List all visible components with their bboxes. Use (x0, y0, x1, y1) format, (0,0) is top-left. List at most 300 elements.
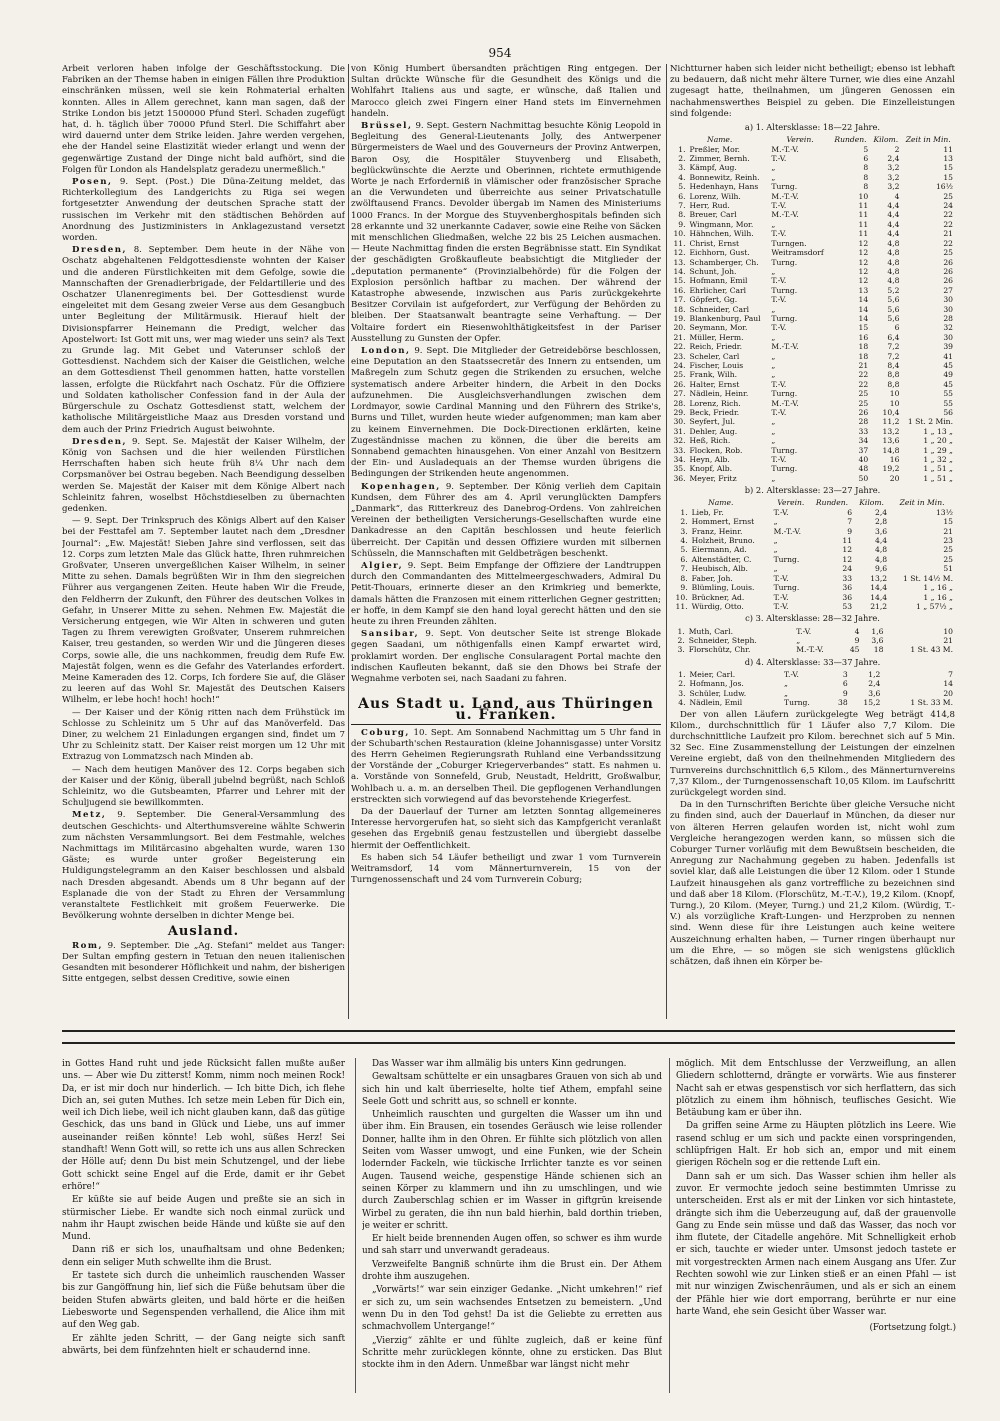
table-cell: 9 (854, 635, 860, 645)
table-cell: 4. (678, 698, 686, 708)
table-row (670, 239, 955, 248)
table-row (670, 627, 955, 636)
table-cell: „ (771, 163, 776, 173)
feuilleton-divider (62, 1042, 955, 1044)
table-cell: 10. (673, 229, 686, 239)
table-cell: 1 St. 14½ M. (903, 573, 953, 583)
table-row (670, 163, 955, 172)
table-cell: T.-V. (771, 229, 787, 239)
table-cell: 53 (842, 601, 853, 611)
table-cell: 12 (842, 545, 853, 555)
table-cell: 26 (943, 266, 953, 276)
article-muenchen: Da in den Turnschriften Berichte über gleiche Versuche nicht zu finden sind, auch der Dauerlauf in München, da dieser nur von älteren Herren gelaufen worden ist, nicht wohl zum Vergleiche herangezogen werden kann, so müssen sich die Coburger Turner vorläufig mit dem Bewußtsein bescheiden, die Anregung zur Nachahmung gegeben zu haben. Jedenfalls ist soviel klar, daß alle Leistungen die über 12 Kilom. oder 1 Stunde Laufzeit hinausgehen als ganz vortreffliche zu bezeichnen sind und daß aber 18 Kilom. (Florschütz, M.-T.-V.), 19,2 Kilom. (Knopf, Turng.), 20 Kilom. (Meyer, Turng.) und 21,2 Kilom. (Würdig, T.-V.) als vorzügliche Kraft-Lungen- und Herzproben zu nennen sind. Wenn diese für ihre Leistungen auch keine weitere Auszeichnung erhalten haben, — Turner ringen überhaupt nur um die Ehre, — so mögen sie sich wenigstens glücklich schätzen, daß ihnen ein Körper be- (670, 800, 955, 968)
table-cell: Frank, Wilh. (689, 370, 738, 380)
section-heading-region: Aus Stadt u. Land, aus Thüringen u. Franken. (351, 699, 661, 724)
table-cell: 4,8 (875, 554, 888, 564)
header-cell: Runden. (834, 135, 867, 145)
table-cell: Heubisch, Alb. (691, 564, 748, 574)
dateline: Algier, (361, 560, 404, 571)
table-cell: Meyer, Fritz (689, 473, 737, 483)
table-cell: 19,2 (882, 464, 900, 474)
article-text: 9. Sept. Beim Empfange der Offiziere der Landtruppen durch den Commandanten des Mittelmeergeschwaders, Admiral Du Petit-Thouars, erinnerte dieser an den Krimkrieg und bemerkte, damals hätten die Franzosen mit einem ritterlichen Gegner gestritten; er hoffe, in dem Kampf sie den hand loyal gerecht hätten und den sie heute zu ihren Freunden zählten. (351, 560, 661, 627)
page-number: 954 (488, 46, 512, 60)
table-row (670, 182, 955, 191)
table-row (670, 361, 955, 370)
table-cell: Turng. (771, 313, 798, 323)
table-row (670, 333, 955, 342)
table-cell: 7. (680, 564, 688, 574)
table-cell: 19. (673, 313, 686, 323)
table-cell: M.-T.-V. (771, 144, 799, 154)
table-cell: 15,2 (863, 698, 881, 708)
table-cell: Seymann, Mor. (689, 323, 748, 333)
table-cell: 4,4 (887, 210, 900, 220)
table-cell: 9 (847, 526, 853, 536)
table-cell: 18 (858, 351, 869, 361)
column-divider (348, 64, 349, 1019)
table-cell: 24. (673, 360, 686, 370)
table-cell: „ (796, 635, 801, 645)
table-cell: 1,6 (871, 626, 884, 636)
table-cell: Turng. (771, 445, 798, 455)
article-dresden-1 (62, 245, 345, 435)
article-text: 9. September. Die „Ag. Stefani“ meldet aus Tanger: Der Sultan empfing gestern in Tetuan den neuen italienischen Gesandten mit besonderer Höflichkeit und nahm, der bisherigen Sitte entgegen, selbst dessen Creditive, sowie einen (62, 940, 345, 985)
table-cell: 1 „ 57½ „ (916, 601, 953, 611)
table-cell: 21 (943, 526, 953, 536)
table-header-row (670, 498, 955, 507)
table-row (670, 173, 955, 182)
table-cell: 27 (943, 285, 953, 295)
table-cell: 12 (858, 248, 869, 258)
table-cell: 6 (894, 323, 900, 333)
table-cell: „ (771, 473, 776, 483)
table-cell: 21 (943, 229, 953, 239)
feuilleton-column-1 (62, 1058, 345, 1398)
table-cell: M.-T.-V. (771, 342, 799, 352)
table-cell: 16. (673, 285, 686, 295)
table-cell: Lieb, Fr. (691, 507, 724, 517)
table-cell: 8. (680, 573, 688, 583)
table-cell: 1 „ 13 „ (923, 426, 953, 436)
table-cell: 26 (943, 257, 953, 267)
table-cell: 32 (943, 323, 953, 333)
table-cell: 13,2 (882, 426, 900, 436)
table-cell: M.-T.-V. (773, 526, 802, 536)
table-cell: Fischer, Louis (689, 360, 744, 370)
table-cell: „ (771, 417, 776, 427)
table-cell: 29. (673, 408, 686, 417)
table-cell: Zimmer, Bernh. (689, 154, 750, 164)
table-cell: Breuer, Carl (689, 210, 737, 220)
table-cell: 15. (673, 276, 686, 286)
table-cell: 4,8 (875, 545, 888, 555)
table-cell: 2 (894, 144, 900, 154)
table-cell: 38 (838, 698, 848, 708)
table-cell: Schneider, Carl (689, 304, 750, 314)
table-cell: 21. (673, 332, 686, 342)
table-cell: Turng. (771, 389, 798, 399)
table-cell: 34 (858, 436, 869, 446)
feuilleton-paragraph: Er hielt beide brennenden Augen offen, so schwer es ihm wurde und sah starr und unverwandt geradeaus. (362, 1234, 662, 1257)
table-cell: 1 „ 32 „ (923, 455, 953, 465)
table-cell: 30 (943, 295, 953, 305)
article-text: 10. Sept. Am Sonnabend Nachmittag um 5 Uhr fand in der Schubarth'schen Restauration (kleine Johannisgasse) unter Vorsitz des Herrn Geheimen Regierungsrath Ruhland eine Verbandssitzung der Vorstände der „Coburger Kriegerverbandes“ statt. Es nahmen u. a. Vorstände von Sonnefeld, Grub, Neustadt, Heldritt, Großwalbur, Wohlbach u. a. m. an derselben Theil. Die gepflogenen Verhandlungen erstreckten sich vorwiegend auf das bevorstehende Kriegerfest. (351, 727, 661, 805)
table-cell: „ (771, 426, 776, 436)
table-cell: 35. (673, 464, 686, 474)
table-cell: 48 (858, 464, 869, 474)
dateline: Sansibar, (361, 629, 420, 640)
table-cell: Eichhorn, Gust. (689, 248, 750, 258)
table-cell: 3. (680, 526, 688, 536)
article-dauerlauf: Da der Dauerlauf der Turner am letzten Sonntag allgemeineres Interesse hervorgerufen hat, so sieht sich das Kampfgericht veranlaßt gesehen das Ergebniß genau festzustellen und übergiebt dasselbe hiermit der Oeffentlichkeit. (351, 807, 661, 851)
table-cell: 14 (943, 679, 953, 689)
table-cell: 1 „ 16 „ (923, 592, 953, 602)
table-cell: 3,2 (887, 182, 900, 192)
table-cell: Altenstädter, C. (691, 554, 752, 564)
table-cell: 1. (678, 144, 686, 154)
table-cell: Meier, Carl. (689, 669, 736, 679)
table-cell: 5 (863, 144, 869, 154)
to-be-continued: (Fortsetzung folgt.) (869, 1323, 956, 1334)
table-row (670, 455, 955, 464)
table-cell: 3. (677, 645, 685, 655)
table-cell: 49 (943, 370, 953, 380)
table-cell: Schunt, Joh. (689, 266, 737, 276)
table-cell: Christ, Ernst (689, 238, 740, 248)
table-cell: 25 (943, 554, 953, 564)
table-cell: 56 (943, 408, 953, 417)
article-text: 9. Sept. Gestern Nachmittag besuchte König Leopold in Begleitung des General-Lieutenants Jolly, des Antwerpener Bürgermeisters de Wael und des Gouverneurs der Provinz Antwerpen, Baron Osy, die Hospitäler Stuyvenberg und Elisabeth, beglückwünschte die Aerzte und Oberinnen, richtete ermuthigende Worte je nach Erforderniß in vlämischer oder französischer Sprache an die Verwundeten und überreichte aus seiner Privatschatulle zwölftausend Francs. Devolder übergab im Namen des Ministeriums 1000 Francs. In der Morgue des Stuyvenberghospitals befinden sich 28 erkannte und 32 unerkannte Cadaver, sowie eine Reihe von Säcken mit menschlichen Gliedmaßen, welche 22 bis 25 Leichen ausmachen. — Heute Nachmittag finden die ersten Begräbnisse statt. Ein Syndikat der geschädigten Großkaufleute beabsichtigt die Mitglieder der „deputation permanente“ (Provinzialbehörde) für die Folgen der Explosion persönlich haftbar zu machen. Der während der Katastrophe abwesende, inzwischen aus Paris zurückgekehrte Besitzer Corvilain ist aufgefordert, zur Verfügung der Behörden zu bleiben. Der Staatsanwalt beantragte seine Verhaftung. — Der Voltaire fordert ein Riesenwohlthätigkeitsfest in der Pariser Ausstellung zu Gunsten der Opfer. (351, 121, 661, 344)
article-london (351, 346, 661, 480)
table-cell: 6 (842, 679, 848, 689)
table-row (670, 574, 955, 583)
table-cell: Blankenburg, Paul (689, 313, 761, 323)
table-cell: 6. (680, 554, 688, 564)
table-row (670, 583, 955, 592)
table-cell: 22 (943, 210, 953, 220)
table-cell: Heß, Rich. (689, 436, 731, 446)
article-text: 9. September. Die General-Versammlung des deutschen Geschichts- und Alterthumsvereine wählte Schwerin zum nächsten Versammlungsort. Bei dem Festmahle, welches Nachmittags im Militärcasino abgehalten wurde, waren 130 Gäste; es wurde unter großer Begeisterung ein Huldigungstelegramm an den Kaiser beschlossen und alsbald nach Dresden abgesandt. Abends um 8 Uhr begann auf der Esplanade die von der Stadt zu Ehren der Versammlung veranstaltete Festlichkeit mit großem Feuerwerke. Die Bevölkerung wohnte derselben in dichter Menge bei. (62, 810, 345, 922)
table-cell: 9. (678, 219, 686, 229)
table-cell: 51 (943, 564, 953, 574)
header-cell: Verein. (777, 498, 805, 508)
table-cell: 6 (863, 154, 869, 164)
feuilleton-paragraph: Dann riß er sich los, unaufhaltsam und ohne Bedenken; denn ein seliger Muth schwellte ihm die Brust. (62, 1245, 345, 1268)
feuilleton-paragraph: Er küßte sie auf beide Augen und preßte sie an sich in stürmischer Liebe. Er wandte sich noch einmal zurück und nahm ihr Haupt zwischen beide Hände und küßte sie auf den Mund. (62, 1195, 345, 1243)
results-table-class-d (670, 670, 955, 708)
table-cell: 33 (842, 573, 853, 583)
table-cell: 1 „ 51 „ (923, 464, 953, 474)
table-cell: 10 (889, 389, 900, 399)
table-cell: 23 (943, 536, 953, 546)
header-cell: Zeit in Min. (905, 135, 951, 145)
table-cell: Knopf, Alb. (689, 464, 733, 474)
table-cell: 13,6 (882, 436, 900, 446)
article-sansibar (351, 629, 661, 685)
table-cell: 45 (943, 379, 953, 389)
table-row (670, 417, 955, 426)
table-cell: 22 (858, 379, 869, 389)
table-cell: Heyn, Alb. (689, 455, 730, 465)
section-heading-ausland: Ausland. (167, 924, 240, 940)
table-cell: 21 (858, 360, 869, 370)
table-cell: M.-T.-V. (771, 398, 799, 408)
table-cell: 12 (858, 266, 869, 276)
article-text: 9. Sept. Se. Majestät der Kaiser Wilhelm, der König von Sachsen und die hier weilenden Fürstlichen Herrschaften haben sich heute früh 8¼ Uhr nach dem Corpsmanöver bei Ostrau begeben. Nach Beendigung desselben werden Se. Majestät der Kaiser mit dem Könige Albert nach Schleinitz fahren, woselbst Höchstdieselben zu übernachten gedenken. (62, 436, 345, 514)
table-cell: 5,6 (887, 304, 900, 314)
table-cell: Seyfert, Jul. (689, 417, 736, 427)
article-text: 8. September. Dem heute in der Nähe von Oschatz abgehaltenen Feldgottesdienste wohnten der Kaiser und die anderen Fürstlichkeiten mit dem Gefolge, sowie die Mannschaften der Grenadierbrigade, der Feldartillerie und des Oschatzer Ulanenregiments bei. Der Gottesdienst wurde eingeleitet mit dem Gesang zweier Verse aus dem Gesangbuch unter Begleitung der Militärmusik. Hierauf hielt der Divisionspfarrer Heinemann die Predigt, welcher das Apostelwort: Ist Gott mit uns, wer mag wieder uns sein? als Text zu Grunde lag. Mit Gebet und Vaterunser schloß der Gottesdienst. Nachdem sich der Kaiser die Geistlichen, welche an dem Gottesdienst Theil genommen hatten, hatte vorstellen lassen, erfolgte die Rückfahrt nach Oschatz. Für die Offiziere und Soldaten katholischer Confession fand in der Aula der Bürgerschule zu Oschatz Gottesdienst statt, welchem der katholische Militärgeistliche Maaz aus Dresden vorstand und dem auch der Prinz Friedrich August beiwohnte. (62, 245, 345, 435)
table-cell: 14,4 (870, 592, 888, 602)
table-cell: 25 (943, 191, 953, 201)
table-cell: Hofmann, Jos. (689, 679, 744, 689)
table-cell: 30 (943, 304, 953, 314)
table-cell: 8,4 (887, 360, 900, 370)
table-cell: 25. (673, 370, 686, 380)
table-row (670, 154, 955, 163)
table-cell: 12 (858, 276, 869, 286)
table-cell: Nädlein, Emil (689, 698, 743, 708)
dateline: Posen, (72, 177, 113, 188)
table-header-row (670, 135, 955, 144)
table-cell: 8 (863, 172, 869, 182)
table-row (670, 474, 955, 483)
feuilleton-paragraph: in Gottes Hand ruht und jede Rücksicht fallen mußte außer uns. — Aber wie Du zitterst! Komm, nimm noch meinen Rock! Da, er ist mir doch nur hinderlich. — Ich bitte Dich, ich flehe Dich an, sei guten Muthes. Ich setze mein Leben für Dich ein, weil ich Dich liebe, weil ich nicht glauben kann, daß das gütige Geschick, das uns band in Glück und Liebe, uns auf immer auseinander reißen könnte! Leb wohl, süßes Herz! Sei standhaft! Wenn Gott will, so rette ich uns aus allen Schrecken der Hölle auf; denn Du bist mein Schutzengel, und der liebe Gott schickt seine Engel auf die Erde, damit er ihr Gebet erhöre!“ (62, 1059, 345, 1192)
table-cell: 1. (680, 507, 688, 517)
article-text: 9. Sept. Von deutscher Seite ist strenge Blokade gegen Saadani, um nöthigenfalls einen Kampf erwartet wird, proklamirt worden. Der englische Consularagent Portal machte den indischen Kaufleuten bekannt, daß sie den Dhows bei Strafe der Wegnahme verboten sei, nach Saadani zu fahren. (351, 629, 661, 684)
header-cell: Runden. (815, 498, 849, 508)
table-cell: Hommert, Ernst (691, 517, 755, 527)
table-cell: Göpfert, Gg. (689, 295, 738, 305)
header-cell: Verein. (786, 135, 814, 145)
table-cell: Turngen. (771, 238, 807, 248)
table-cell: M.-T.-V. (771, 210, 799, 220)
table-row (670, 408, 955, 417)
table-row (670, 370, 955, 379)
table-cell: Nädlein, Heinr. (689, 389, 749, 399)
table-cell: 7,2 (887, 342, 900, 352)
feuilleton-paragraph: „Vierzig“ zählte er und fühlte zugleich, daß er keine fünf Schritte mehr zurücklegen könnte, ohne zu ersticken. Das Blut stockte ihm in den Adern. Unmeßbar war längst nicht mehr (362, 1335, 662, 1371)
table-cell: 13 (943, 154, 953, 164)
table-cell: Brückner, Ad. (691, 592, 745, 602)
table-cell: 36. (673, 473, 686, 483)
table-cell: Hofmann, Emil (689, 276, 748, 286)
article-paragraph: von König Humbert übersandten prächtigen Ring entgegen. Der Sultan drückte Wünsche für die Gesundheit des Königs und die Wohlfahrt Italiens aus und sagte, er wünsche, daß Italien und Marocco gleich zwei Fingern einer Hand stets im Einvernehmen handeln. (351, 64, 661, 119)
table-row (670, 352, 955, 361)
article-laeufer: Es haben sich 54 Läufer betheiligt und zwar 1 vom Turnverein Weitramsdorf, 14 vom Männerturnverein, 15 von der Turngenossenschaft und 24 vom Turnverein Coburg; (351, 852, 661, 886)
table-row (670, 220, 955, 229)
table-row (670, 527, 955, 536)
table-cell: 50 (858, 473, 869, 483)
table-cell: 55 (943, 389, 953, 399)
table-cell: 11 (858, 210, 869, 220)
table-cell: 1 St. 2 Min. (907, 417, 953, 427)
table-cell: 4,8 (887, 238, 900, 248)
table-cell: 13. (673, 257, 686, 267)
table-cell: Hähnchen, Wilh. (689, 229, 754, 239)
header-cell: Name. (708, 498, 734, 508)
table-cell: 11 (858, 201, 869, 211)
table-cell: Holzheit, Bruno. (691, 536, 755, 546)
article-summary: Der von allen Läufern zurückgelegte Weg beträgt 414,8 Kilom., durchschnittlich für 1 Läufer also 7,7 Kilom. Die durchschnittliche Laufzeit pro Kilom. berechnet sich auf 5 Min. 32 Sec. Eine Zusammenstellung der Leistungen der einzelnen Vereine ergiebt, daß von den theilnehmenden Mitgliedern des Turnvereins durchschnittlich 6,5 Kilom., des Männerturnvereins 7,37 Kilom., der Turngenossenschaft 10,05 Kilom. im Laufschritt zurückgelegt worden sind. (670, 709, 955, 798)
table-cell: 4,8 (887, 248, 900, 258)
table-heading-class-c: c) 3. Altersklasse: 28—32 Jahre. (745, 613, 880, 624)
table-cell: 4,8 (887, 266, 900, 276)
table-cell: 22 (943, 219, 953, 229)
table-cell: 15 (943, 163, 953, 173)
table-row (670, 555, 955, 564)
table-row (670, 427, 955, 436)
table-cell: 1 „ 16 „ (923, 583, 953, 593)
table-cell: T.-V. (773, 592, 789, 602)
table-cell: 3,2 (887, 163, 900, 173)
table-cell: Flocken, Rob. (689, 445, 743, 455)
table-cell: 25 (943, 545, 953, 555)
results-table-class-b (670, 498, 955, 611)
table-cell: 2. (680, 517, 688, 527)
table-row (670, 305, 955, 314)
dateline: Dresden, (72, 245, 128, 256)
dateline: Brüssel, (361, 121, 413, 132)
table-cell: Preßler, Mor. (689, 144, 740, 154)
column-divider (355, 1058, 356, 1393)
table-cell: Schneider, Steph. (688, 635, 757, 645)
table-cell: 5,6 (887, 313, 900, 323)
table-row (670, 436, 955, 445)
table-cell: Herr, Rud. (689, 201, 730, 211)
table-cell: Turng. (771, 285, 798, 295)
table-cell: 6,4 (887, 332, 900, 342)
table-row (670, 536, 955, 545)
table-cell: 12 (842, 554, 853, 564)
table-cell: 1. (678, 669, 686, 679)
table-cell: Blümling, Louis. (691, 583, 755, 593)
article-posen (62, 177, 345, 244)
table-cell: 14. (673, 266, 686, 276)
table-cell: „ (784, 679, 788, 689)
table-cell: T.-V. (771, 379, 787, 389)
table-cell: Eiermann, Ad. (691, 545, 747, 555)
table-cell: 3,6 (875, 526, 888, 536)
table-cell: „ (784, 688, 788, 698)
table-cell: 39 (943, 342, 953, 352)
table-cell: Weitramsdorf (771, 248, 824, 258)
table-row (670, 389, 955, 398)
table-row (670, 602, 955, 611)
table-cell: „ (771, 332, 776, 342)
table-cell: 14 (858, 295, 869, 305)
table-cell: 3,6 (868, 688, 881, 698)
table-cell: „ (771, 266, 776, 276)
feuilleton-paragraph: möglich. Mit dem Entschlusse der Verzweiflung, an allen Gliedern schlotternd, drängte er vorwärts. Wie aus finsterer Nacht sah er etwas gespenstisch vor sich herflattern, das sich plötzlich zu einem ihm höhnisch, teuflisches Gesicht. Wie Betäubung kam er über ihn. (676, 1059, 956, 1119)
table-cell: „ (771, 436, 776, 446)
table-row (670, 545, 955, 554)
results-table-class-a (670, 135, 955, 483)
table-cell: 24 (943, 201, 953, 211)
table-cell: 15 (943, 517, 953, 527)
table-cell: T.-V. (771, 455, 787, 465)
table-cell: 20 (943, 688, 953, 698)
column-divider (669, 1058, 670, 1393)
table-cell: 11 (943, 144, 953, 154)
table-cell: 7. (678, 201, 686, 211)
table-cell: 14,8 (882, 445, 900, 455)
table-cell: 8,8 (887, 379, 900, 389)
table-cell: 21,2 (870, 601, 888, 611)
table-cell: 3,6 (871, 635, 884, 645)
table-cell: 2. (678, 154, 686, 164)
table-cell: 23. (673, 351, 686, 361)
table-cell: T.-V. (771, 201, 787, 211)
table-row (670, 201, 955, 210)
table-cell: T.-V. (773, 573, 789, 583)
feuilleton-paragraph: Dann sah er um sich. Das Wasser schien ihm heller als zuvor. Er vermochte jedoch seine bestimmten Umrisse zu unterscheiden. Erst als er mit der Linken vor sich hintastete, drängte sich ihm die Ueberzeugung auf, daß der grauenvolle Gang zu Ende sein müsse und daß das Wasser, das noch vor ihm flutete, der Citadelle angehöre. Mit Schnelligkeit erhob er sich, tauchte er wieder unter. Umsonst jedoch tastete er mit vorgestreckten Armen nach einem Ausgang ans Ufer. Zur Rechten sowohl wie zur Linken stieß er an einen Pfahl — ist mit nur winzigen Zwischenräumen, und als er sich an einem der Pfähle hier wie dort emporrang, berührte er nur eine harte Wand, ehe sein Gesicht über Wasser war. (676, 1171, 956, 1317)
table-cell: 13,2 (870, 573, 888, 583)
table-cell: 4,8 (887, 257, 900, 267)
table-cell: T.-V. (796, 626, 812, 636)
table-cell: 2,4 (887, 154, 900, 164)
table-cell: 21 (943, 635, 953, 645)
table-cell: M.-T.-V. (771, 191, 799, 201)
table-cell: 3 (842, 669, 848, 679)
table-cell: 1 St. 43 M. (910, 645, 953, 655)
article-text: 9. Sept. Die Mitglieder der Getreidebörse beschlossen, eine Deputation an den Staatssecretär des Innern zu entsenden, um Maßregeln zum Schutz gegen die Strikenden zu ersuchen, welche systematisch andere Arbeiter hindern, die Arbeit in den Docks aufzunehmen. Die Ausgleichsverhandlungen zwischen dem Lordmayor, sowie Cardinal Manning und den Führern des Strike's, Burns und Tillet, wurden heute wieder aufgenommen; man kam aber zu keinem Einvernehmen. Die Dock-Directionen erklärten, keine Zugeständnisse machen zu können, die über die bereits am Sonnabend gemachten hinausgehen. Von einer Anzahl von Besitzern der Ein- und Ausladequais an der Themse wurden übrigens die Bedingungen der Strikenden heute angenommen. (351, 346, 661, 480)
table-cell: 14,4 (870, 583, 888, 593)
table-cell: 8 (863, 182, 869, 192)
table-row (670, 286, 955, 295)
table-row (670, 446, 955, 455)
dateline: Dresden, (72, 436, 128, 447)
feuilleton-paragraph: Er tastete sich durch die unheimlich rauschenden Wasser bis zur Gangöffnung hin, lief sich die Füße behutsam über die beiden Stufen abwärts gleiten, und bald hörte er die heißen Liebesworte und Segenspenden verhallend, die Alice ihm mit auf den Weg gab. (62, 1271, 345, 1331)
article-metz (62, 810, 345, 922)
dateline: Coburg, (361, 727, 410, 738)
table-cell: 18. (673, 304, 686, 314)
table-cell: T.-V. (773, 507, 789, 517)
table-cell: 20 (889, 473, 900, 483)
table-cell: 16½ (935, 182, 953, 192)
table-heading-class-d: d) 4. Altersklasse: 33—37 Jahre. (744, 656, 881, 667)
article-text: 9. Sept. (Post.) Die Düna-Zeitung meldet, das Richterkollegium des Landgerichts zu Riga sei wegen fortgesetzter Anwendung der deutschen Sprache statt der russischen im Verkehr mit den städtischen Behörden auf Anordnung des Justizministers in Anklagezustand versetzt worden. (62, 177, 345, 244)
table-cell: 26 (943, 276, 953, 286)
table-cell: M.-T.-V. (796, 645, 824, 655)
table-cell: Dehler, Aug. (689, 426, 738, 436)
article-dresden-2 (62, 437, 345, 515)
table-cell: T.-V. (771, 276, 787, 286)
table-cell: 4,8 (887, 276, 900, 286)
table-row (670, 267, 955, 276)
table-cell: Turng. (784, 698, 810, 708)
table-cell: 10 (889, 398, 900, 408)
feuilleton-paragraph: Er zählte jeden Schritt, — der Gang neigte sich sanft abwärts, bei dem fünfzehnten hielt er schaudernd inne. (62, 1333, 345, 1356)
table-cell: Ehrlicher, Carl (689, 285, 747, 295)
table-cell: 11. (673, 238, 686, 248)
table-cell: „ (771, 351, 776, 361)
table-cell: 31. (673, 426, 686, 436)
table-cell: Schamberger, Ch. (689, 257, 759, 267)
table-cell: 2,4 (868, 679, 881, 689)
table-cell: 11 (858, 219, 869, 229)
header-cell: Kilom. (859, 498, 884, 508)
feuilleton-paragraph: Da griffen seine Arme zu Häupten plötzlich ins Leere. Wie rasend schlug er um sich und packte einen vorspringenden, schlüpfrigen Halt. Er hob sich an, empor und mit einem gierigen Röcheln sog er die rettende Luft ein. (676, 1121, 956, 1169)
header-cell: Name. (707, 135, 733, 145)
column-3 (670, 64, 955, 1024)
table-cell: 15 (858, 323, 869, 333)
table-cell: 4,4 (875, 536, 888, 546)
table-cell: 36 (842, 583, 853, 593)
table-row (670, 258, 955, 267)
table-cell: 5,6 (887, 295, 900, 305)
article-kopenhagen (351, 482, 661, 560)
